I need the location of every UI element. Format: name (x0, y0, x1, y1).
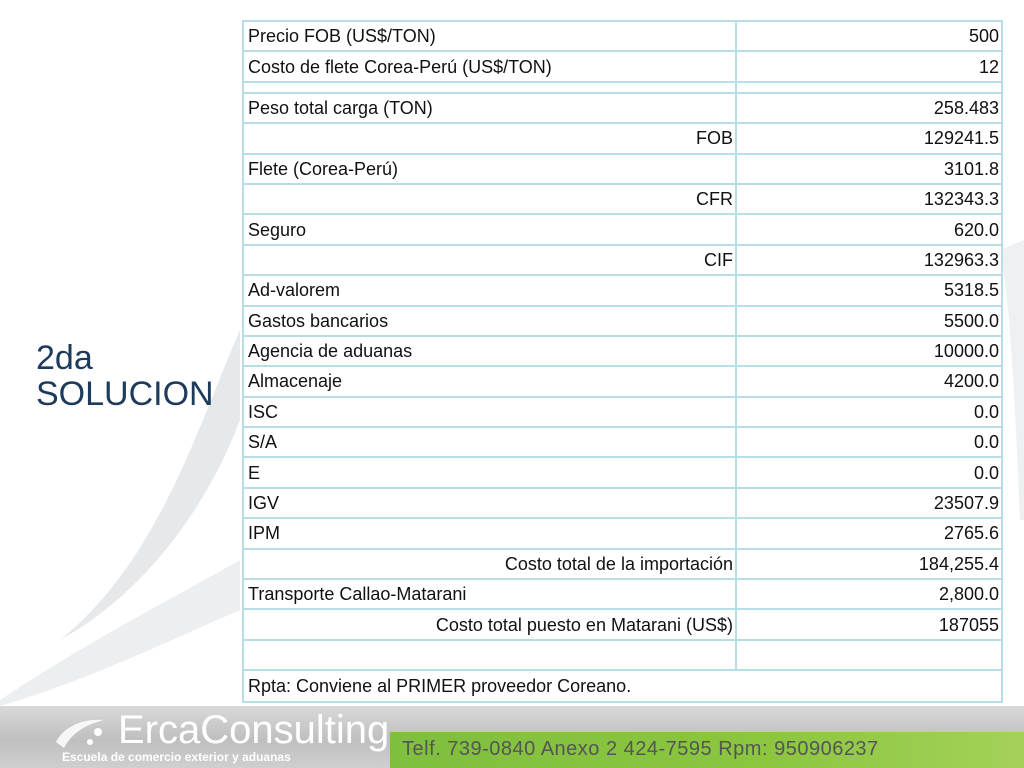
row-label: Peso total carga (TON) (243, 93, 736, 123)
row-label: Ad-valorem (243, 275, 736, 305)
row-label: Costo total puesto en Matarani (US$) (243, 609, 736, 639)
row-value: 12 (736, 51, 1002, 81)
row-value: 23507.9 (736, 488, 1002, 518)
table-row (243, 214, 1002, 244)
row-value: 184,255.4 (736, 549, 1002, 579)
row-value: 129241.5 (736, 123, 1002, 153)
row-value: 4200.0 (736, 366, 1002, 396)
import-cost-table (242, 20, 1003, 703)
slide-title (36, 340, 246, 412)
table-row (243, 21, 1002, 51)
row-label (243, 82, 736, 93)
table-row (243, 518, 1002, 548)
table-row (243, 82, 1002, 93)
contact-phone-text: Telf. 739-0840 Anexo 2 424-7595 Rpm: 950906237 (402, 738, 879, 760)
row-value: 0.0 (736, 397, 1002, 427)
slide-title-line2: SOLUCION (36, 375, 214, 413)
answer-row (243, 670, 1002, 702)
table-row (243, 609, 1002, 639)
slide-title-line1: 2da (36, 339, 93, 377)
row-label: Seguro (243, 214, 736, 244)
company-logo-subtitle: Escuela de comercio exterior y aduanas (62, 750, 291, 764)
table-row (243, 457, 1002, 487)
row-label: Costo de flete Corea-Perú (US$/TON) (243, 51, 736, 81)
table-row (243, 51, 1002, 81)
row-value: 2,800.0 (736, 579, 1002, 609)
row-value: 5318.5 (736, 275, 1002, 305)
row-value: 258.483 (736, 93, 1002, 123)
table-row (243, 275, 1002, 305)
table-row (243, 549, 1002, 579)
row-value: 187055 (736, 609, 1002, 639)
table-row (243, 93, 1002, 123)
row-value: 5500.0 (736, 306, 1002, 336)
table-row (243, 123, 1002, 153)
table-row (243, 488, 1002, 518)
row-label: Precio FOB (US$/TON) (243, 21, 736, 51)
row-label: IPM (243, 518, 736, 548)
table-row (243, 366, 1002, 396)
row-label: CIF (243, 245, 736, 275)
row-value (736, 82, 1002, 93)
row-label: Costo total de la importación (243, 549, 736, 579)
row-label: Flete (Corea-Perú) (243, 154, 736, 184)
row-label: CFR (243, 184, 736, 214)
row-value: 2765.6 (736, 518, 1002, 548)
row-value: 0.0 (736, 427, 1002, 457)
row-value: 10000.0 (736, 336, 1002, 366)
row-label: IGV (243, 488, 736, 518)
answer-text: Rpta: Conviene al PRIMER proveedor Coreano. (243, 670, 1002, 702)
row-value (736, 640, 1002, 670)
row-label: Transporte Callao-Matarani (243, 579, 736, 609)
row-label: ISC (243, 397, 736, 427)
row-value: 0.0 (736, 457, 1002, 487)
row-label: S/A (243, 427, 736, 457)
table-row (243, 245, 1002, 275)
row-label: Agencia de aduanas (243, 336, 736, 366)
row-label (243, 640, 736, 670)
table-row (243, 579, 1002, 609)
table-row (243, 336, 1002, 366)
row-label: FOB (243, 123, 736, 153)
row-label: E (243, 457, 736, 487)
table-row (243, 154, 1002, 184)
table-row (243, 306, 1002, 336)
row-value: 132963.3 (736, 245, 1002, 275)
row-label: Almacenaje (243, 366, 736, 396)
company-logo-text: ErcaConsulting (118, 708, 390, 752)
row-value: 3101.8 (736, 154, 1002, 184)
table-row (243, 640, 1002, 670)
table-row (243, 184, 1002, 214)
row-value: 620.0 (736, 214, 1002, 244)
table-row (243, 427, 1002, 457)
row-label: Gastos bancarios (243, 306, 736, 336)
row-value: 132343.3 (736, 184, 1002, 214)
row-value: 500 (736, 21, 1002, 51)
table-row (243, 397, 1002, 427)
